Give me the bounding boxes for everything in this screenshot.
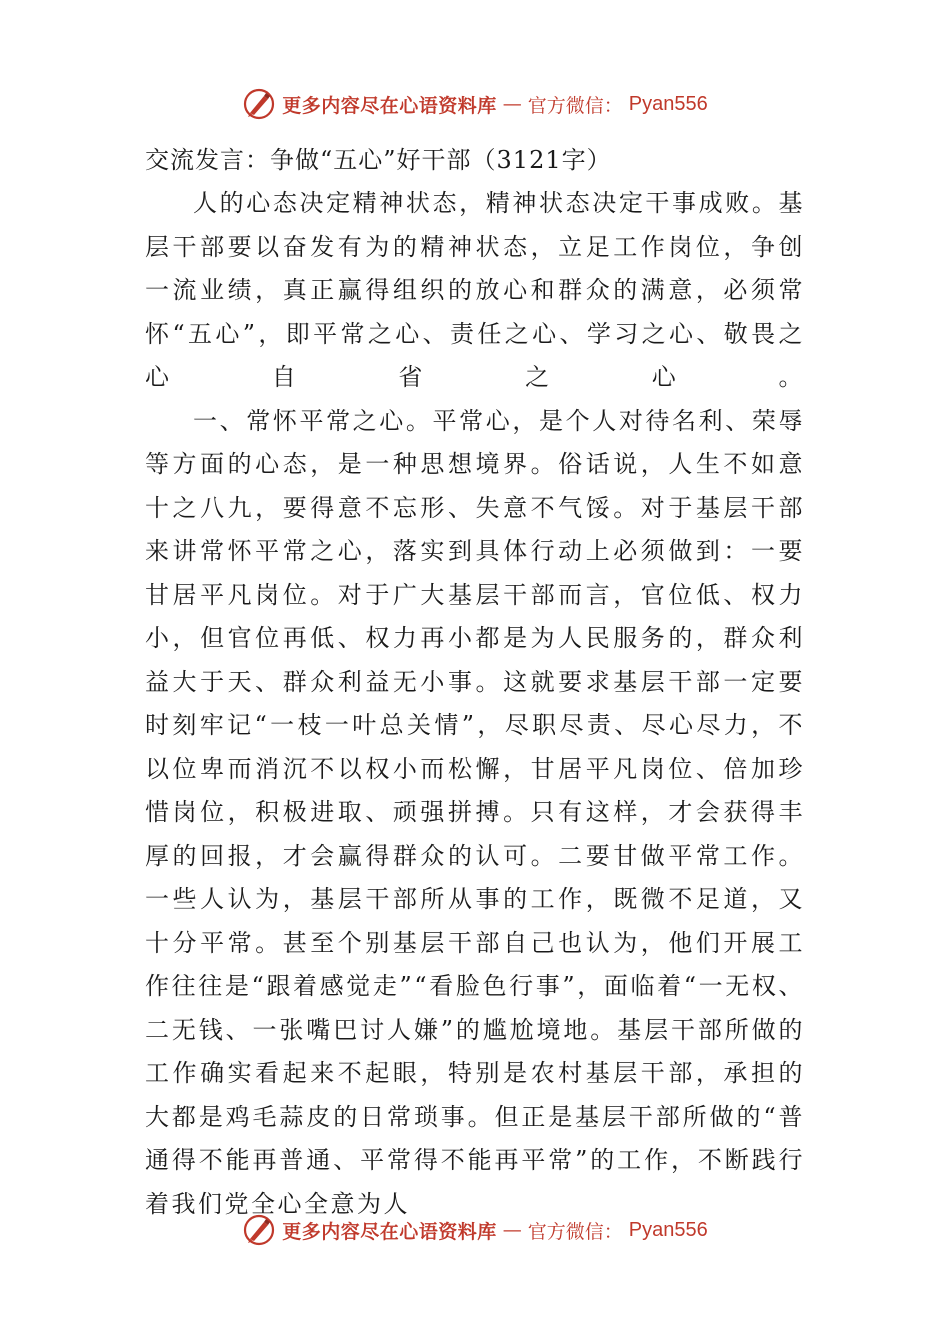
footer-watermark-banner (0, 1210, 950, 1250)
banner-wechat-label: 官方微信： (527, 94, 623, 117)
document-title: 交流发言：争做“五心”好干部（3121字） (145, 146, 612, 174)
banner-wechat-id: Pyan556 (628, 1218, 708, 1241)
banner-separator: — (502, 1219, 522, 1241)
banner-main-text: 更多内容尽在心语资料库 (282, 1220, 497, 1243)
header-watermark-banner (0, 84, 950, 124)
banner-wechat-label: 官方微信： (527, 1220, 623, 1243)
pen-logo-icon (242, 1213, 276, 1247)
banner-separator: — (502, 93, 522, 115)
document-body (145, 140, 805, 1226)
paragraph-intro: 人的心态决定精神状态，精神状态决定干事成败。基层干部要以奋发有为的精神状态，立足工作岗位，争创一流业绩，真正赢得组织的放心和群众的满意，必须常怀“五心”，即平常之心、责任之心、学习之心、敬畏之心自省之心。 (145, 189, 805, 391)
paragraph-section-one: 一、常怀平常之心。平常心，是个人对待名利、荣辱等方面的心态，是一种思想境界。俗话说，人生不如意十之八九，要得意不忘形、失意不气馁。对于基层干部来讲常怀平常之心，落实到具体行动上必须做到：一要甘居平凡岗位。对于广大基层干部而言，官位低、权力小，但官位再低、权力再小都是为人民服务的，群众利益大于天、群众利益无小事。这就要求基层干部一定要时刻牢记“一枝一叶总关情”，尽职尽责、尽心尽力，不以位卑而消沉不以权小而松懈，甘居平凡岗位、倍加珍惜岗位，积极进取、顽强拼搏。只有这样，才会获得丰厚的回报，才会赢得群众的认可。二要甘做平常工作。一些人认为，基层干部所从事的工作，既微不足道，又十分平常。甚至个别基层干部自己也认为，他们开展工作往往是“跟着感觉走”“看脸色行事”，面临着“一无权、二无钱、一张嘴巴讨人嫌”的尴尬境地。基层干部所做的工作确实看起来不起眼，特别是农村基层干部，承担的大都是鸡毛蒜皮的日常琐事。但正是基层干部所做的“普通得不能再普通、平常得不能再平常”的工作，不断践行着我们党全心全意为人 (145, 406, 805, 1218)
banner-main-text: 更多内容尽在心语资料库 (282, 94, 497, 117)
pen-logo-icon (242, 87, 276, 121)
banner-wechat-id: Pyan556 (628, 92, 708, 115)
